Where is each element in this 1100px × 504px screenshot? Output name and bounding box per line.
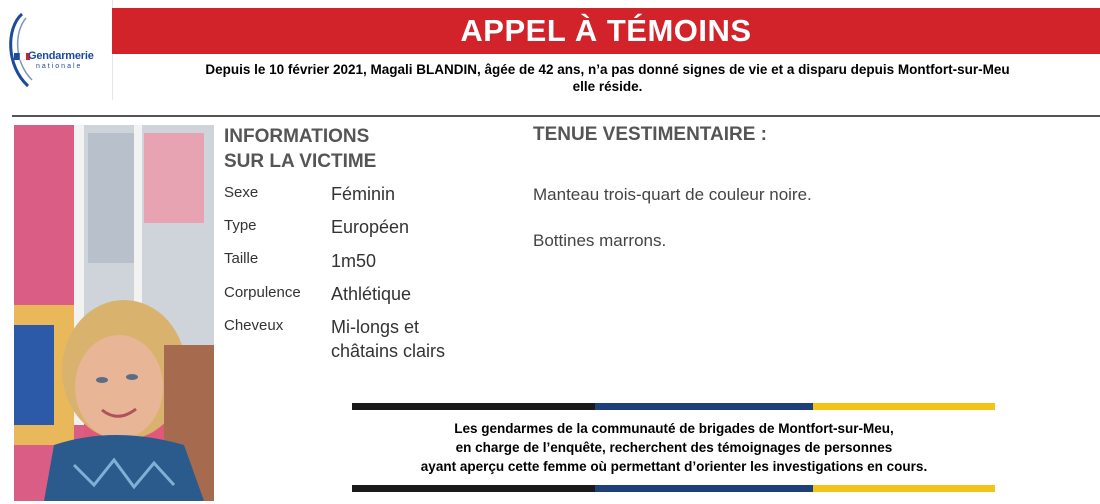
victim-heading-line-1: INFORMATIONS	[224, 126, 370, 147]
top-color-band	[352, 403, 995, 410]
summary-line-2: elle réside.	[572, 79, 643, 94]
clothing-item: Bottines marrons.	[533, 231, 667, 250]
logo-subtitle: nationale	[36, 63, 83, 70]
value-sexe: Féminin	[331, 184, 396, 204]
clothing-heading: TENUE VESTIMENTAIRE :	[533, 124, 767, 145]
summary-line-1: Depuis le 10 février 2021, Magali BLANDIN, âgée de 42 ans, n’a pas donné signes de vie et a disparu depuis Montfort-sur-Meu	[205, 62, 1010, 77]
label-corpulence: Corpulence	[224, 284, 301, 301]
notice-line-3: ayant aperçu cette femme où permettant d’orienter les investigations en cours.	[420, 459, 928, 474]
band-blue	[595, 485, 813, 492]
bottom-color-band	[352, 485, 995, 492]
value-cheveux-line-2: châtains clairs	[331, 341, 446, 361]
band-black	[352, 403, 595, 410]
divider	[12, 115, 1100, 117]
value-taille: 1m50	[331, 251, 377, 271]
victim-heading-line-2: SUR LA VICTIME	[224, 151, 377, 172]
investigation-notice	[324, 419, 1024, 476]
value-cheveux	[331, 315, 445, 363]
label-cheveux: Cheveux	[224, 317, 284, 334]
gendarmerie-logo	[0, 0, 113, 100]
band-black	[352, 485, 595, 492]
band-yellow	[813, 403, 995, 410]
title-banner	[112, 8, 1100, 54]
band-yellow	[813, 485, 995, 492]
disappearance-summary	[115, 61, 1100, 95]
victim-photo	[14, 125, 214, 501]
victim-info-heading	[224, 124, 376, 174]
value-corpulence: Athlétique	[331, 284, 412, 304]
page-title: APPEL À TÉMOINS	[460, 13, 752, 48]
label-taille: Taille	[224, 250, 259, 267]
notice-line-1: Les gendarmes de la communauté de brigades de Montfort-sur-Meu,	[454, 421, 894, 436]
notice-line-2: en charge de l’enquête, recherchent des témoignages de personnes	[455, 440, 893, 455]
label-sexe: Sexe	[224, 184, 259, 201]
label-type: Type	[224, 217, 257, 234]
logo-name: Gendarmerie	[28, 50, 94, 62]
value-type: Européen	[331, 217, 410, 237]
clothing-item: Manteau trois-quart de couleur noire.	[533, 185, 812, 204]
band-blue	[595, 403, 813, 410]
value-cheveux-line-1: Mi-longs et	[331, 317, 420, 337]
